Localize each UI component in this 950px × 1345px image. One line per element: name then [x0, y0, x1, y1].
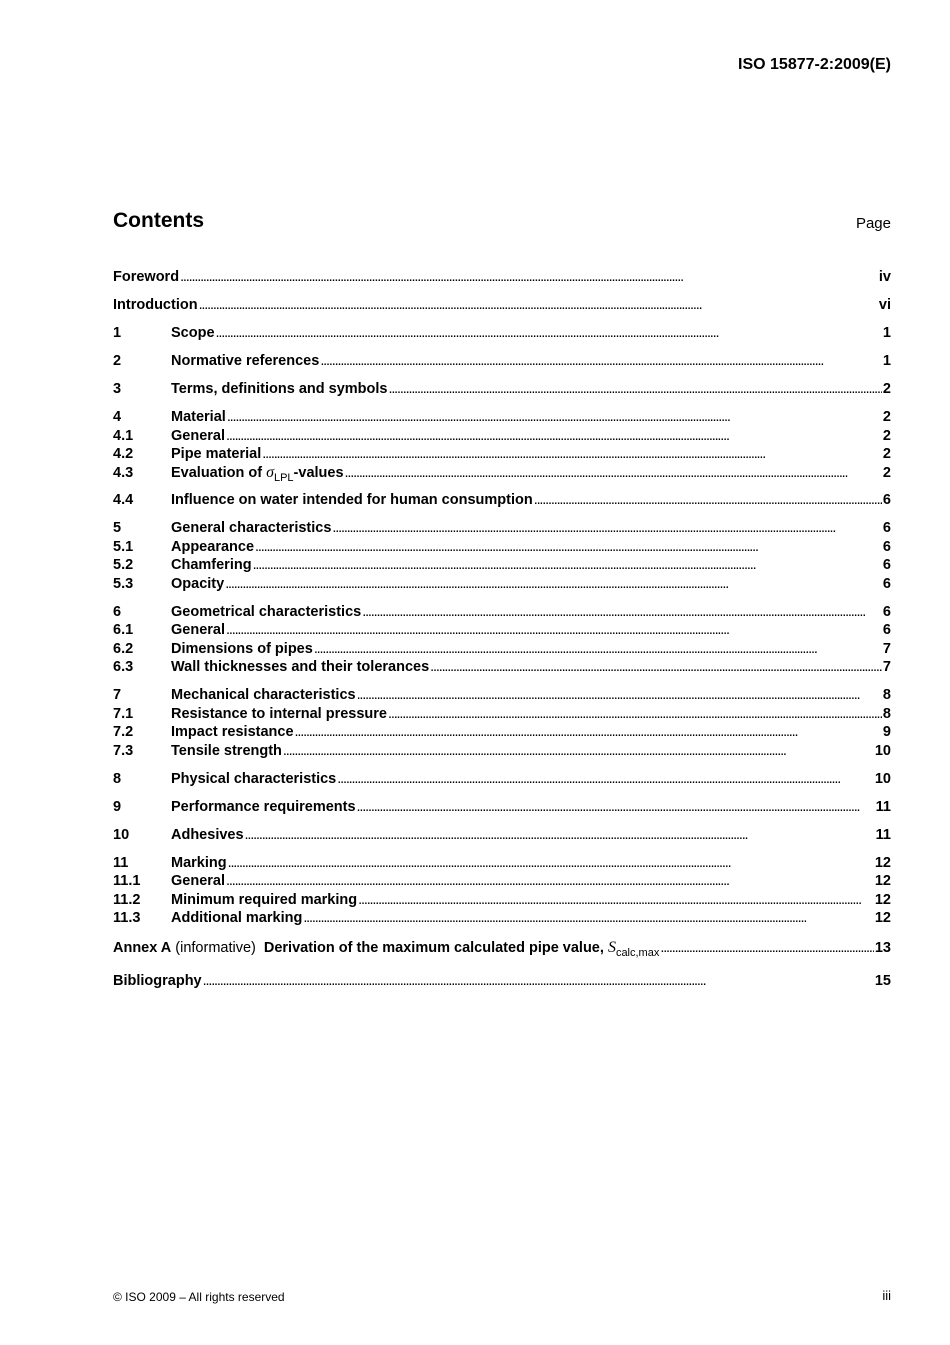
toc-entry-3[interactable] [113, 380, 891, 399]
footer-page-number: iii [882, 1288, 891, 1303]
leader-dots [362, 603, 882, 622]
toc-number: 4.1 [113, 427, 134, 444]
toc-number: 6.1 [113, 622, 134, 638]
toc-entry-4[interactable] [113, 408, 891, 427]
toc-number: 5.1 [113, 538, 134, 555]
toc-number: 1 [113, 325, 122, 341]
toc-title: Minimum required marking [171, 891, 358, 908]
toc-title: Bibliography [113, 973, 202, 989]
toc-title: Opacity [171, 575, 225, 592]
toc-page: 6 [882, 622, 891, 638]
toc-page: 2 [882, 409, 891, 425]
symbol-subscript: LPL [273, 471, 294, 484]
toc-title: Material [171, 409, 226, 425]
leader-dots [283, 742, 874, 761]
toc-page: 10 [874, 770, 891, 787]
toc-entry-11-2[interactable] [113, 891, 891, 910]
toc-number: 5 [113, 520, 122, 536]
leader-dots [225, 575, 882, 594]
toc-entry-5-3[interactable] [113, 575, 891, 594]
toc-number: 11 [113, 854, 129, 871]
leader-dots [295, 723, 882, 742]
toc-title: Performance requirements [171, 798, 356, 815]
toc-entry-4-1[interactable] [113, 427, 891, 446]
toc-entry-4-2[interactable] [113, 445, 891, 464]
toc-number: 6 [113, 603, 122, 620]
toc-page: 2 [882, 446, 891, 462]
toc-title: Introduction [113, 297, 198, 313]
toc-entry-8[interactable] [113, 770, 891, 789]
toc-entry-4-3[interactable] [113, 464, 891, 488]
leader-dots [357, 686, 882, 705]
toc-title: Appearance [171, 538, 255, 555]
toc-page: 7 [882, 640, 891, 657]
toc-page: 12 [874, 891, 891, 908]
leader-dots [388, 380, 881, 399]
leader-dots [534, 491, 882, 510]
toc-page: 6 [882, 557, 891, 573]
page-column-label: Page [855, 215, 891, 232]
toc-number: 7.1 [113, 705, 134, 722]
toc-title: Resistance to internal pressure [171, 705, 387, 722]
toc-page: 6 [882, 538, 891, 555]
toc-page: 2 [882, 427, 891, 444]
leader-dots [216, 324, 882, 343]
toc-entry-11-3[interactable] [113, 909, 891, 928]
toc-number: 11.2 [113, 891, 141, 908]
toc-page: 1 [882, 353, 891, 369]
toc-title: Adhesives [171, 826, 244, 843]
leader-dots [180, 268, 878, 287]
toc-title: Dimensions of pipes [171, 640, 313, 657]
toc-entry-2[interactable] [113, 352, 891, 371]
toc-title: Tensile strength [171, 742, 282, 759]
toc-title: Additional marking [171, 910, 303, 926]
toc-title: Pipe material [171, 446, 262, 462]
toc-entry-11[interactable] [113, 854, 891, 873]
toc-number: 7 [113, 687, 122, 703]
toc-page: 10 [874, 742, 891, 759]
leader-dots [358, 891, 874, 910]
toc-number: 7.3 [113, 742, 134, 759]
toc-number: 11.3 [113, 910, 141, 926]
toc-page: 12 [874, 910, 891, 926]
toc-title: Marking [171, 854, 227, 871]
toc-title [113, 937, 659, 964]
toc-number: 4.4 [113, 492, 134, 508]
leader-dots [332, 519, 882, 538]
toc-entry-6[interactable] [113, 603, 891, 622]
toc-title: General [171, 873, 225, 889]
toc-page: 7 [882, 659, 891, 675]
leader-dots [430, 658, 882, 677]
toc-entry-11-1[interactable] [113, 872, 891, 891]
leader-dots [245, 826, 875, 845]
leader-dots [228, 854, 874, 873]
toc-title: Normative references [171, 353, 320, 369]
toc-page: 8 [882, 705, 891, 722]
leader-dots [303, 909, 874, 928]
toc-page: 12 [874, 854, 891, 871]
toc-entry-6-3[interactable] [113, 658, 891, 677]
toc-title: Influence on water intended for human consumption [171, 492, 533, 508]
toc-number: 4.3 [113, 464, 134, 481]
toc-page: 8 [882, 687, 891, 703]
toc-number: 8 [113, 770, 122, 787]
toc-number: 3 [113, 381, 122, 397]
toc-entry-annex-a[interactable] [113, 937, 891, 964]
toc-title: General characteristics [171, 520, 332, 536]
toc-entry-6-1[interactable] [113, 621, 891, 640]
toc-title: Physical characteristics [171, 770, 337, 787]
toc-page: 6 [882, 603, 891, 620]
leader-dots [226, 621, 882, 640]
toc-entry-7-1[interactable] [113, 705, 891, 724]
leader-dots [199, 296, 878, 315]
leader-dots [253, 556, 882, 575]
toc-title: Foreword [113, 269, 180, 285]
toc-entry-5[interactable] [113, 519, 891, 538]
toc-number: 6.3 [113, 659, 134, 675]
standard-id: ISO 15877-2:2009(E) [738, 56, 891, 73]
toc-page: iv [878, 269, 891, 285]
toc-page: 6 [882, 575, 891, 592]
toc-title-prefix: Evaluation of [171, 464, 267, 481]
leader-dots [226, 872, 874, 891]
annex-prefix: Annex A [113, 940, 172, 956]
toc-title: Chamfering [171, 557, 252, 573]
sigma-symbol: σ [266, 463, 274, 481]
toc-number: 9 [113, 798, 122, 815]
toc-page: 6 [882, 520, 891, 536]
toc-page: 6 [882, 492, 891, 508]
leader-dots [337, 770, 874, 789]
toc-number: 6.2 [113, 640, 134, 657]
toc-number: 5.3 [113, 575, 134, 592]
toc-page: 11 [875, 826, 891, 843]
leader-dots [203, 972, 874, 991]
toc-entry-4-4[interactable] [113, 491, 891, 510]
toc-entry-5-1[interactable] [113, 538, 891, 557]
toc-entry-foreword[interactable] [113, 268, 891, 287]
toc-page: 1 [882, 325, 891, 341]
leader-dots [388, 705, 882, 724]
toc-page: 2 [882, 381, 891, 397]
leader-dots [262, 445, 882, 464]
toc-page: 11 [875, 798, 891, 815]
toc-entry-7[interactable] [113, 686, 891, 705]
toc-page: 15 [874, 973, 891, 989]
leader-dots [320, 352, 882, 371]
toc-title: Scope [171, 325, 215, 341]
toc-title [171, 464, 344, 488]
leader-dots [255, 538, 882, 557]
annex-title: Derivation of the maximum calculated pipe value, [263, 940, 608, 956]
leader-dots [660, 937, 874, 959]
toc-page: 2 [882, 464, 891, 481]
leader-dots [345, 464, 882, 483]
leader-dots [314, 640, 882, 659]
table-of-contents [113, 268, 891, 991]
toc-page: 9 [882, 724, 891, 740]
toc-page: vi [878, 297, 891, 313]
leader-dots [227, 408, 882, 427]
toc-title: Mechanical characteristics [171, 687, 356, 703]
toc-entry-9[interactable] [113, 798, 891, 817]
annex-informative-tag: (informative) [175, 940, 256, 956]
toc-number: 4 [113, 409, 122, 425]
contents-title: Contents [113, 209, 204, 232]
toc-entry-7-2[interactable] [113, 723, 891, 742]
toc-page: 13 [874, 940, 891, 956]
s-symbol: S [607, 939, 616, 956]
toc-title: Terms, definitions and symbols [171, 381, 388, 397]
toc-entry-6-2[interactable] [113, 640, 891, 659]
leader-dots [357, 798, 875, 817]
toc-number: 4.2 [113, 446, 134, 462]
toc-page: 12 [874, 873, 891, 889]
toc-entry-10[interactable] [113, 826, 891, 845]
toc-entry-1[interactable] [113, 324, 891, 343]
toc-title: Geometrical characteristics [171, 603, 362, 620]
toc-title: Impact resistance [171, 724, 294, 740]
toc-entry-5-2[interactable] [113, 556, 891, 575]
toc-number: 2 [113, 353, 122, 369]
toc-title: General [171, 427, 225, 444]
toc-title: Wall thicknesses and their tolerances [171, 659, 430, 675]
toc-entry-bibliography[interactable] [113, 972, 891, 991]
toc-title: General [171, 622, 225, 638]
toc-number: 11.1 [113, 873, 141, 889]
toc-entry-introduction[interactable] [113, 296, 891, 315]
toc-entry-7-3[interactable] [113, 742, 891, 761]
toc-number: 7.2 [113, 724, 134, 740]
leader-dots [226, 427, 882, 446]
footer-copyright: © ISO 2009 – All rights reserved [113, 1290, 285, 1304]
symbol-subscript: calc,max [615, 947, 660, 959]
toc-title-suffix: -values [293, 464, 344, 481]
toc-number: 10 [113, 826, 130, 843]
toc-number: 5.2 [113, 557, 134, 573]
